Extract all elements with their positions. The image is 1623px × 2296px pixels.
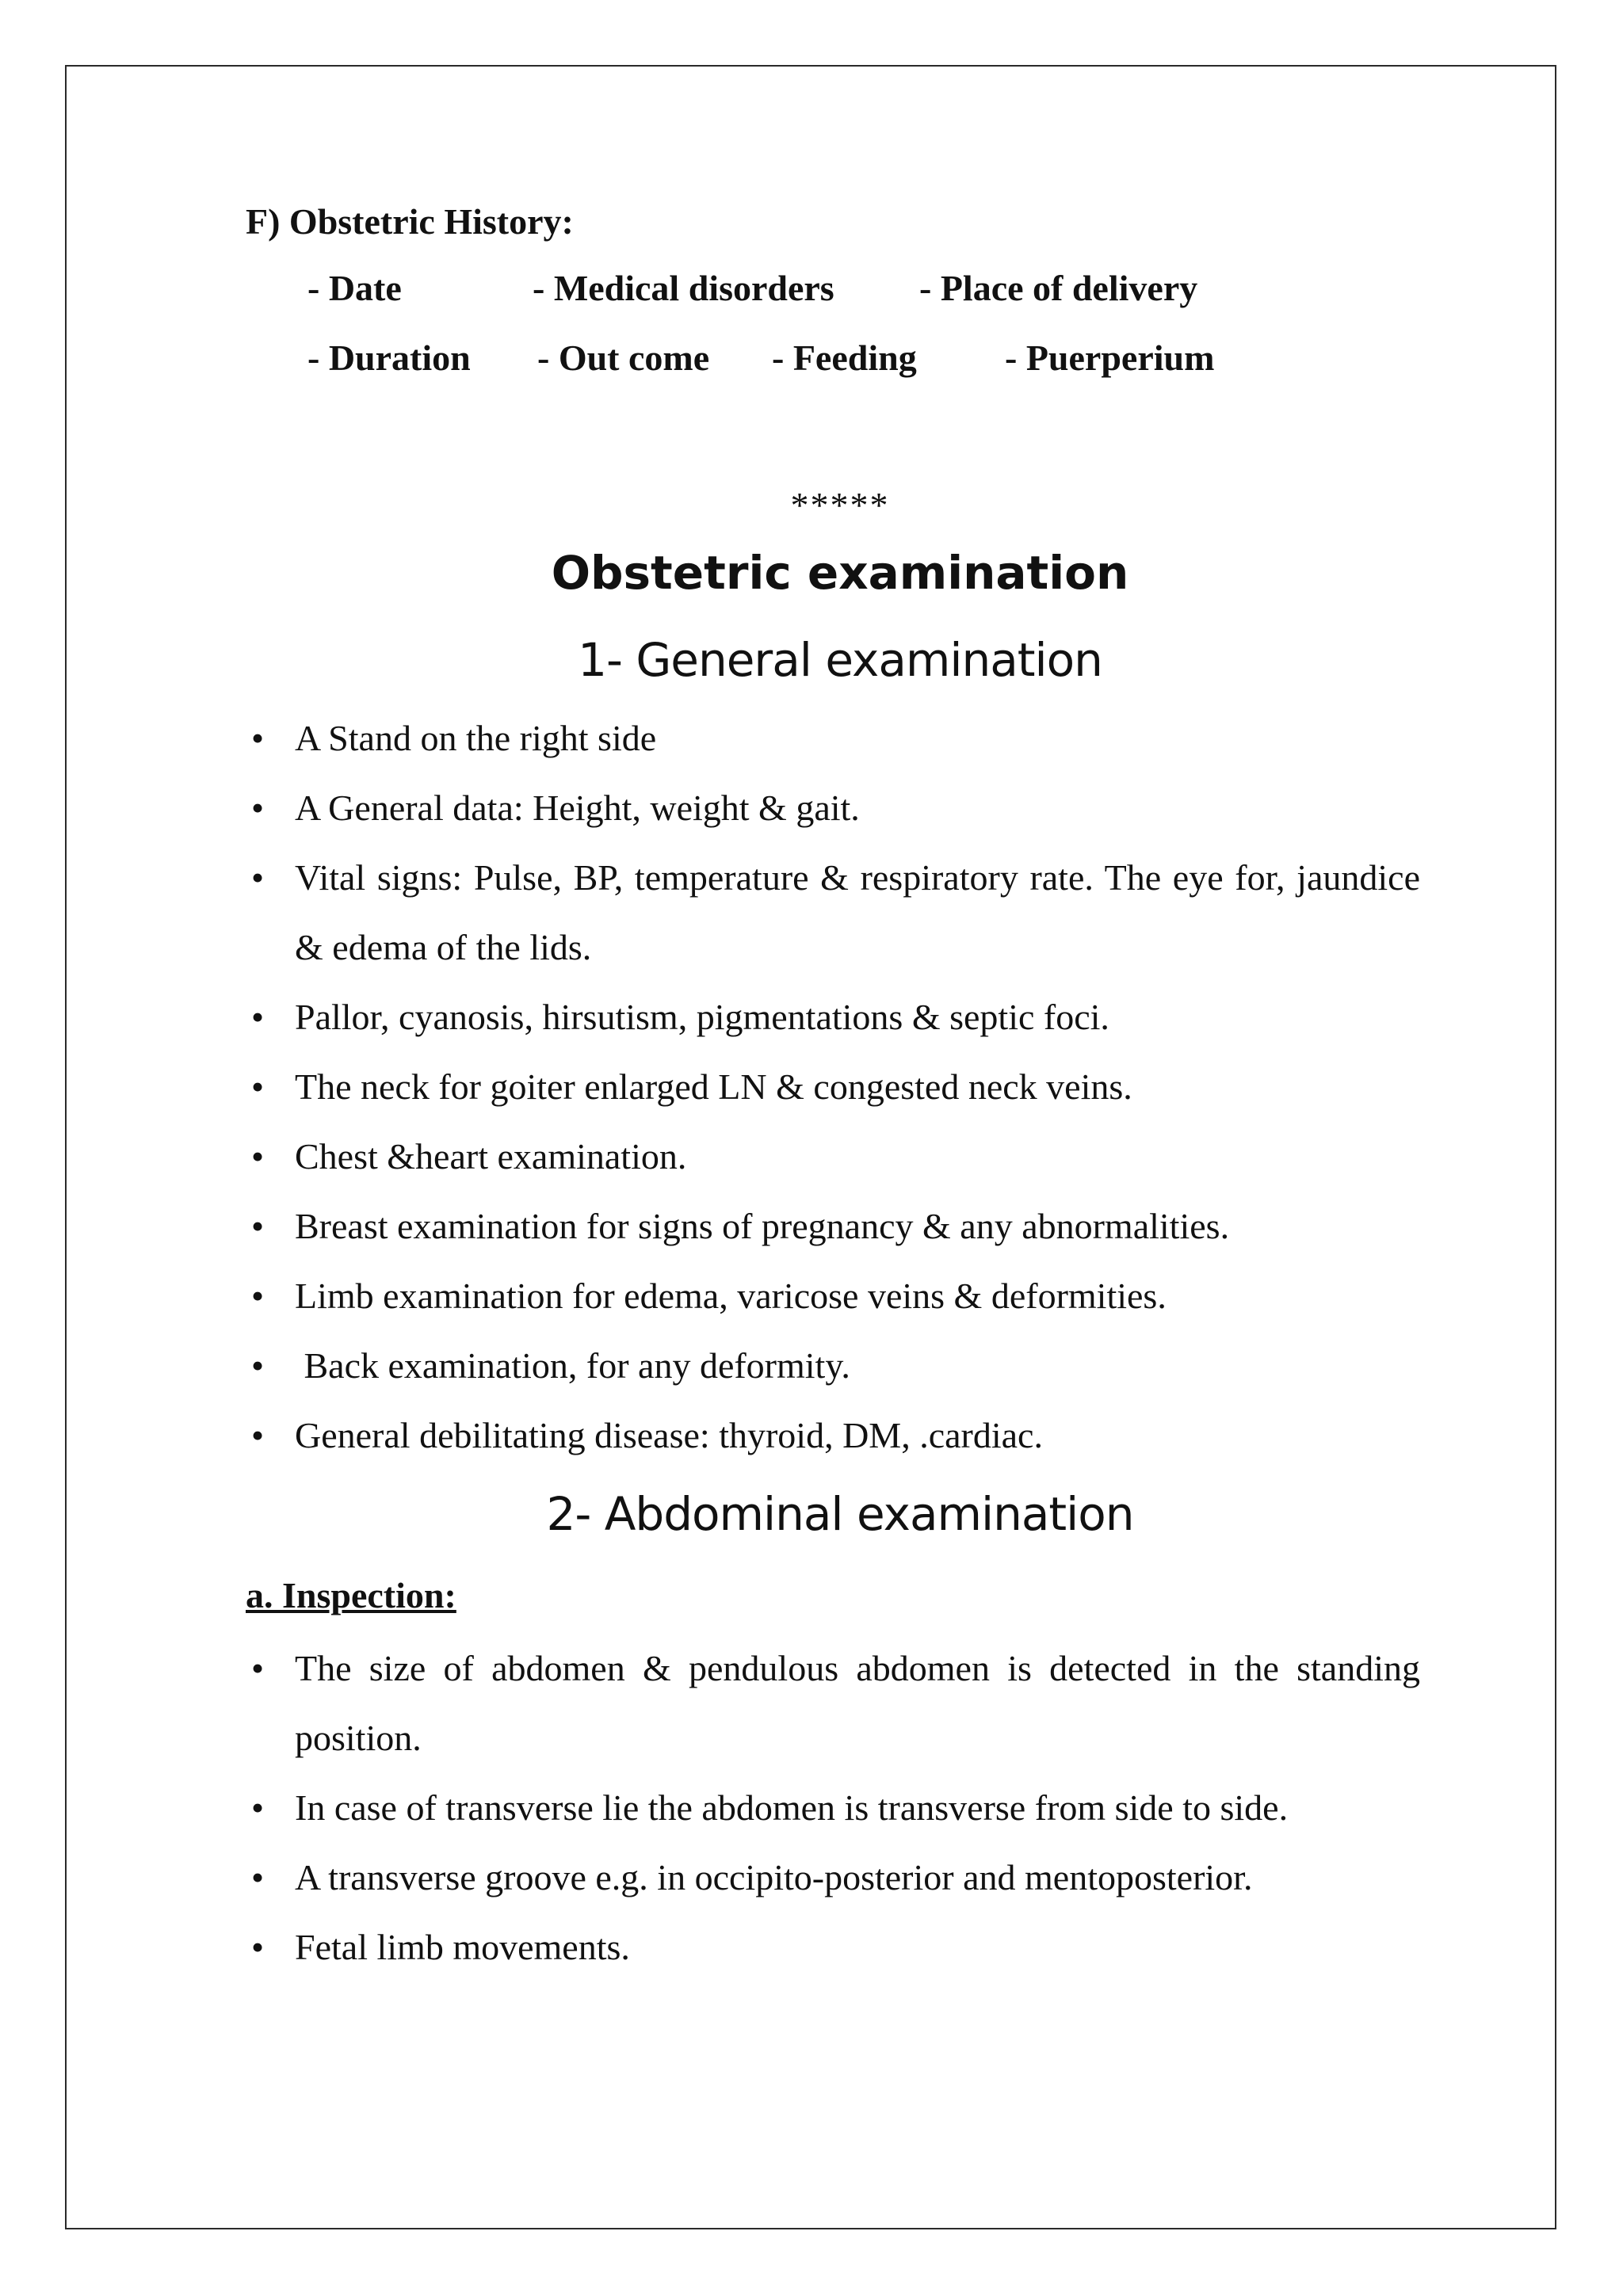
history-row-2: [307, 323, 1434, 393]
bullet-icon: •: [250, 1415, 265, 1455]
history-item-date: - Date: [307, 268, 402, 308]
abdominal-examination-title: 2- Abdominal examination: [546, 1487, 1134, 1541]
history-item-outcome: - Out come: [537, 338, 710, 378]
history-item-puerperium: - Puerperium: [1005, 338, 1215, 378]
list-item: • A Stand on the right side: [246, 704, 1420, 773]
page-title: Obstetric examination: [551, 546, 1129, 600]
bullet-icon: •: [250, 1136, 265, 1177]
bullet-icon: •: [250, 1648, 265, 1688]
history-item-medical-disorders: - Medical disorders: [533, 268, 834, 308]
inspection-label: a. Inspection:: [246, 1575, 456, 1615]
obstetric-history-heading: F) Obstetric History:: [246, 201, 574, 242]
general-examination-title: 1- General examination: [578, 633, 1102, 687]
bullet-icon: •: [250, 788, 265, 828]
list-item: • Chest &heart examination.: [246, 1122, 1420, 1192]
history-row-1: [307, 254, 1434, 323]
history-item-duration: - Duration: [307, 338, 471, 378]
bullet-icon: •: [250, 1345, 265, 1386]
bullet-icon: •: [250, 857, 265, 898]
list-item: • A General data: Height, weight & gait.: [246, 773, 1420, 843]
list-item: • The neck for goiter enlarged LN & congested neck veins.: [246, 1052, 1420, 1122]
list-item: • Back examination, for any deformity.: [246, 1331, 1420, 1401]
list-item: • In case of transverse lie the abdomen is transverse from side to side.: [246, 1773, 1420, 1843]
list-item: • A transverse groove e.g. in occipito-posterior and mentoposterior.: [246, 1843, 1420, 1913]
bullet-icon: •: [250, 718, 265, 758]
list-item: • Pallor, cyanosis, hirsutism, pigmentations & septic foci.: [246, 982, 1420, 1052]
history-item-place-of-delivery: - Place of delivery: [919, 268, 1198, 308]
bullet-icon: •: [250, 1857, 265, 1897]
bullet-icon: •: [250, 1206, 265, 1246]
document-content: [246, 190, 1434, 1982]
bullet-icon: •: [250, 1787, 265, 1828]
list-item: • General debilitating disease: thyroid, DM, .cardiac.: [246, 1401, 1420, 1470]
inspection-list: [246, 1634, 1434, 1982]
history-item-feeding: - Feeding: [772, 338, 917, 378]
bullet-icon: •: [250, 1276, 265, 1316]
list-item: • Vital signs: Pulse, BP, temperature & respiratory rate. The eye for, jaundice & edema of the lids.: [246, 843, 1420, 982]
list-item: • Fetal limb movements.: [246, 1913, 1420, 1982]
list-item: • The size of abdomen & pendulous abdomen is detected in the standing position.: [246, 1634, 1420, 1773]
bullet-icon: •: [250, 1066, 265, 1107]
section-separator: *****: [790, 485, 890, 525]
bullet-icon: •: [250, 1927, 265, 1967]
general-examination-list: [246, 704, 1434, 1470]
list-item: • Breast examination for signs of pregnancy & any abnormalities.: [246, 1192, 1420, 1261]
list-item: • Limb examination for edema, varicose veins & deformities.: [246, 1261, 1420, 1331]
bullet-icon: •: [250, 997, 265, 1037]
